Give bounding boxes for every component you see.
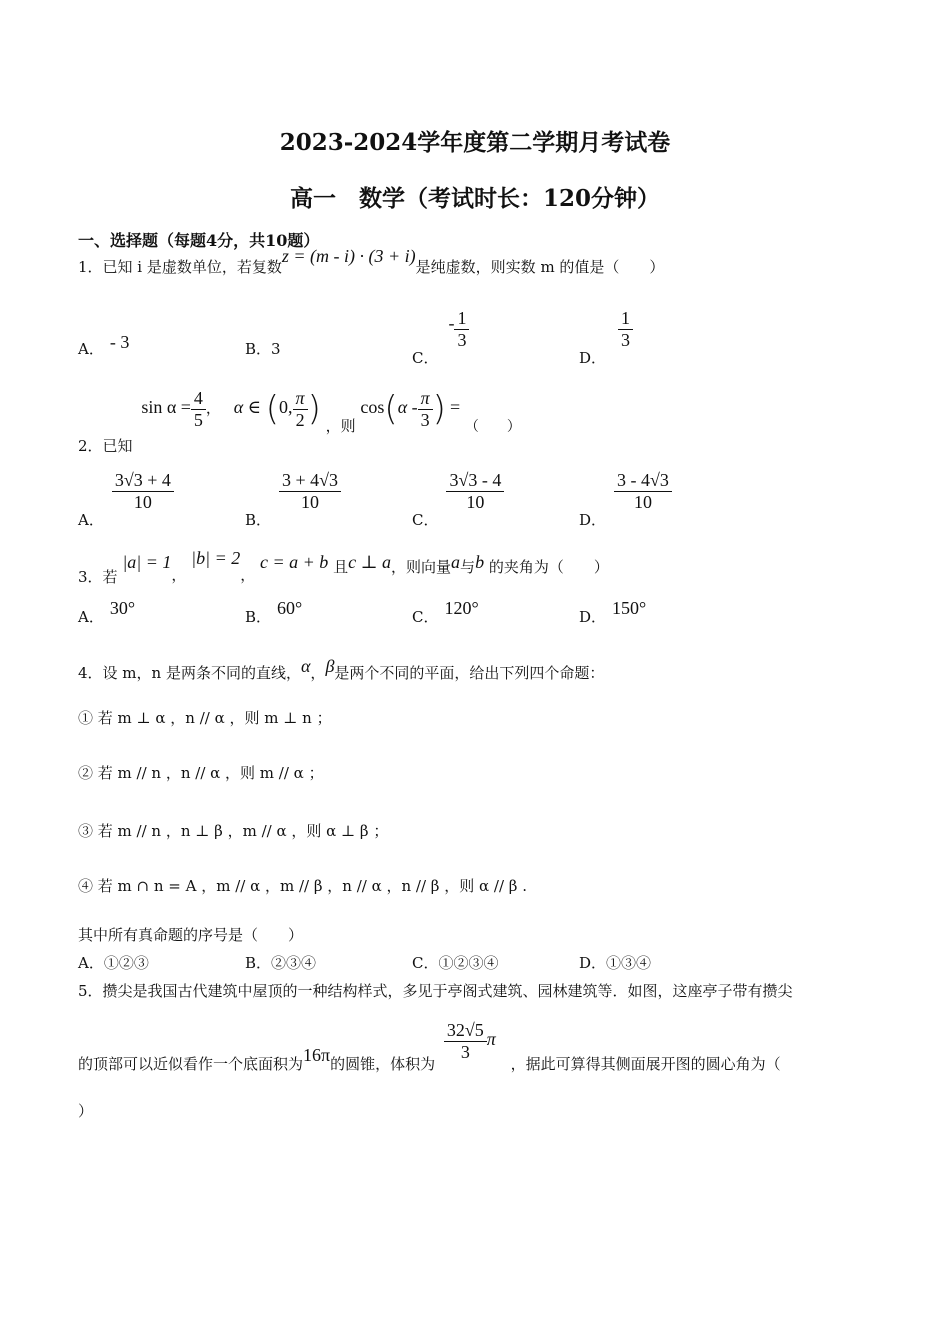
q2-cos-inner: α - bbox=[397, 397, 418, 418]
q4-intro-post: 是两个不同的平面，给出下列四个命题： bbox=[334, 664, 605, 682]
right-paren: ) bbox=[432, 389, 446, 430]
q3-comma: ， bbox=[240, 566, 256, 584]
q3-vector-b: b bbox=[475, 552, 485, 572]
q5-line-3: ） bbox=[78, 1102, 94, 1120]
q2-sin-fraction: $\frac{4}{5}$ bbox=[191, 388, 206, 430]
q2-option-d bbox=[579, 470, 672, 530]
q3-then: ，则向量 bbox=[391, 558, 452, 576]
option-letter: B． bbox=[245, 511, 272, 530]
page-title: 2023-2024学年度第二学期月考试卷 bbox=[279, 129, 671, 156]
q5-volume-fraction: $\frac{32√5}{3}$ bbox=[444, 1020, 487, 1062]
q5-line-1: 5．攒尖是我国古代建筑中屋顶的一种结构样式，多见于亭阁式建筑、园林建筑等．如图，这座亭子带有攒尖 bbox=[78, 982, 793, 1000]
q3-a-abs: |a| = 1 bbox=[122, 552, 172, 572]
option-fraction: $\frac{3 - 4√3}{10}$ bbox=[614, 470, 672, 512]
q3-option-a bbox=[78, 598, 136, 626]
question-1 bbox=[78, 246, 665, 277]
option-letter: B． bbox=[245, 608, 272, 626]
q3-b-abs: |b| = 2 bbox=[191, 548, 241, 568]
q3-comma: ， bbox=[171, 566, 187, 584]
q4-proposition-4: ④ 若 m ∩ n = A ，m // α ，m // β ，n // α ，n // β ，则 α // β . bbox=[78, 877, 527, 895]
q4-option-c: C．①②③④ bbox=[412, 954, 499, 972]
q3-and: 且 bbox=[333, 558, 349, 576]
question-4 bbox=[78, 656, 605, 682]
q4-intro: 4．设 m，n 是两条不同的直线， bbox=[78, 664, 301, 682]
q2-then: ，则 bbox=[325, 417, 356, 436]
option-value: 60° bbox=[277, 598, 303, 618]
q1-text-post: 是纯虚数，则实数 m 的值是（ ） bbox=[415, 258, 665, 276]
q2-option-c bbox=[412, 470, 504, 530]
q5-text-pre: 的顶部可以近似看作一个底面积为 bbox=[78, 1055, 304, 1074]
page-subtitle: 高一 数学（考试时长：120分钟） bbox=[289, 185, 660, 212]
q3-option-c bbox=[412, 598, 479, 626]
question-2 bbox=[78, 388, 521, 456]
q4-option-b: B．②③④ bbox=[245, 954, 317, 972]
q2-cos-fraction: $\frac{\pi}{3}$ bbox=[418, 388, 433, 430]
option-letter: C． bbox=[412, 349, 439, 368]
left-paren: ( bbox=[384, 389, 398, 430]
q2-text-pre: 2．已知 bbox=[78, 437, 133, 456]
section-heading: 一、选择题（每题4分，共10题） bbox=[78, 231, 320, 250]
option-letter: C． bbox=[412, 608, 439, 626]
q4-question: 其中所有真命题的序号是（ ） bbox=[78, 926, 304, 944]
q1-option-b bbox=[245, 338, 281, 359]
q2-cos: cos bbox=[360, 397, 385, 418]
q1-text-pre: 1．已知 i 是虚数单位，若复数 bbox=[78, 258, 282, 276]
option-value: 3 bbox=[271, 340, 281, 358]
q2-sin: sin α = bbox=[141, 397, 191, 418]
q3-c-eq: c = a + b bbox=[260, 552, 329, 572]
q2-interval-left: 0, bbox=[279, 397, 293, 418]
option-letter: A． bbox=[78, 608, 104, 626]
option-value: 120° bbox=[444, 598, 479, 618]
option-value: 30° bbox=[109, 598, 136, 618]
option-letter: D． bbox=[579, 349, 607, 368]
q4-option-d: D．①③④ bbox=[579, 954, 652, 972]
q2-equals: = bbox=[449, 397, 461, 418]
q3-option-d bbox=[579, 598, 647, 626]
option-letter: D． bbox=[579, 608, 607, 626]
option-letter: A． bbox=[78, 511, 104, 530]
option-letter: D． bbox=[579, 511, 607, 530]
q3-vector-a: a bbox=[451, 552, 461, 572]
option-sign: - bbox=[448, 313, 455, 334]
q1-option-a bbox=[78, 332, 130, 359]
q4-option-a: A．①②③ bbox=[78, 954, 149, 972]
option-letter: A． bbox=[78, 340, 104, 358]
option-fraction: $\frac{3√3 - 4}{10}$ bbox=[446, 470, 504, 512]
option-fraction: $\frac{1}{3}$ bbox=[618, 308, 633, 350]
q2-text-post: （ ） bbox=[464, 419, 521, 436]
option-letter: C． bbox=[412, 511, 439, 530]
q3-perp: c ⊥ a bbox=[348, 552, 392, 572]
q2-option-a bbox=[78, 470, 174, 530]
q4-proposition-3: ③ 若 m // n ，n ⊥ β ，m // α ，则 α ⊥ β ； bbox=[78, 822, 389, 840]
q3-text-post: 的夹角为（ ） bbox=[488, 558, 609, 576]
option-fraction: $\frac{3√3 + 4}{10}$ bbox=[112, 470, 174, 512]
option-value: - 3 bbox=[109, 332, 130, 352]
q5-text-post: ，据此可算得其侧面展开图的圆心角为（ bbox=[510, 1055, 781, 1074]
q3-option-b bbox=[245, 598, 303, 626]
q4-proposition-1: ① 若 m ⊥ α ，n // α ，则 m ⊥ n ； bbox=[78, 709, 332, 727]
q4-alpha: α bbox=[300, 656, 311, 676]
q4-proposition-2: ② 若 m // n ，n // α ，则 m // α ； bbox=[78, 764, 324, 782]
q2-alpha-in: α ∈ bbox=[233, 397, 261, 418]
option-fraction: $\frac{1}{3}$ bbox=[454, 308, 469, 350]
q5-text-mid: 的圆锥，体积为 bbox=[330, 1055, 436, 1074]
q2-interval-fraction: $\frac{\pi}{2}$ bbox=[293, 388, 308, 430]
q2-option-b bbox=[245, 470, 341, 530]
question-3 bbox=[78, 548, 609, 586]
option-value: 150° bbox=[612, 598, 647, 618]
q1-option-d bbox=[579, 308, 633, 368]
q1-expression: z = (m - i) · (3 + i) bbox=[281, 246, 416, 266]
q1-option-c bbox=[412, 308, 469, 368]
left-paren: ( bbox=[265, 389, 280, 430]
q2-comma: ， bbox=[205, 399, 221, 418]
option-letter: B． bbox=[245, 340, 272, 358]
right-paren: ) bbox=[307, 389, 321, 430]
q4-comma: ， bbox=[310, 664, 326, 682]
q5-area: 16π bbox=[303, 1045, 331, 1066]
q5-line-2 bbox=[78, 1020, 781, 1074]
q3-with: 与 bbox=[460, 558, 476, 576]
q3-text-pre: 3．若 bbox=[78, 568, 118, 586]
q5-pi: π bbox=[486, 1029, 496, 1050]
option-fraction: $\frac{3 + 4√3}{10}$ bbox=[279, 470, 341, 512]
q4-beta: β bbox=[325, 656, 335, 676]
